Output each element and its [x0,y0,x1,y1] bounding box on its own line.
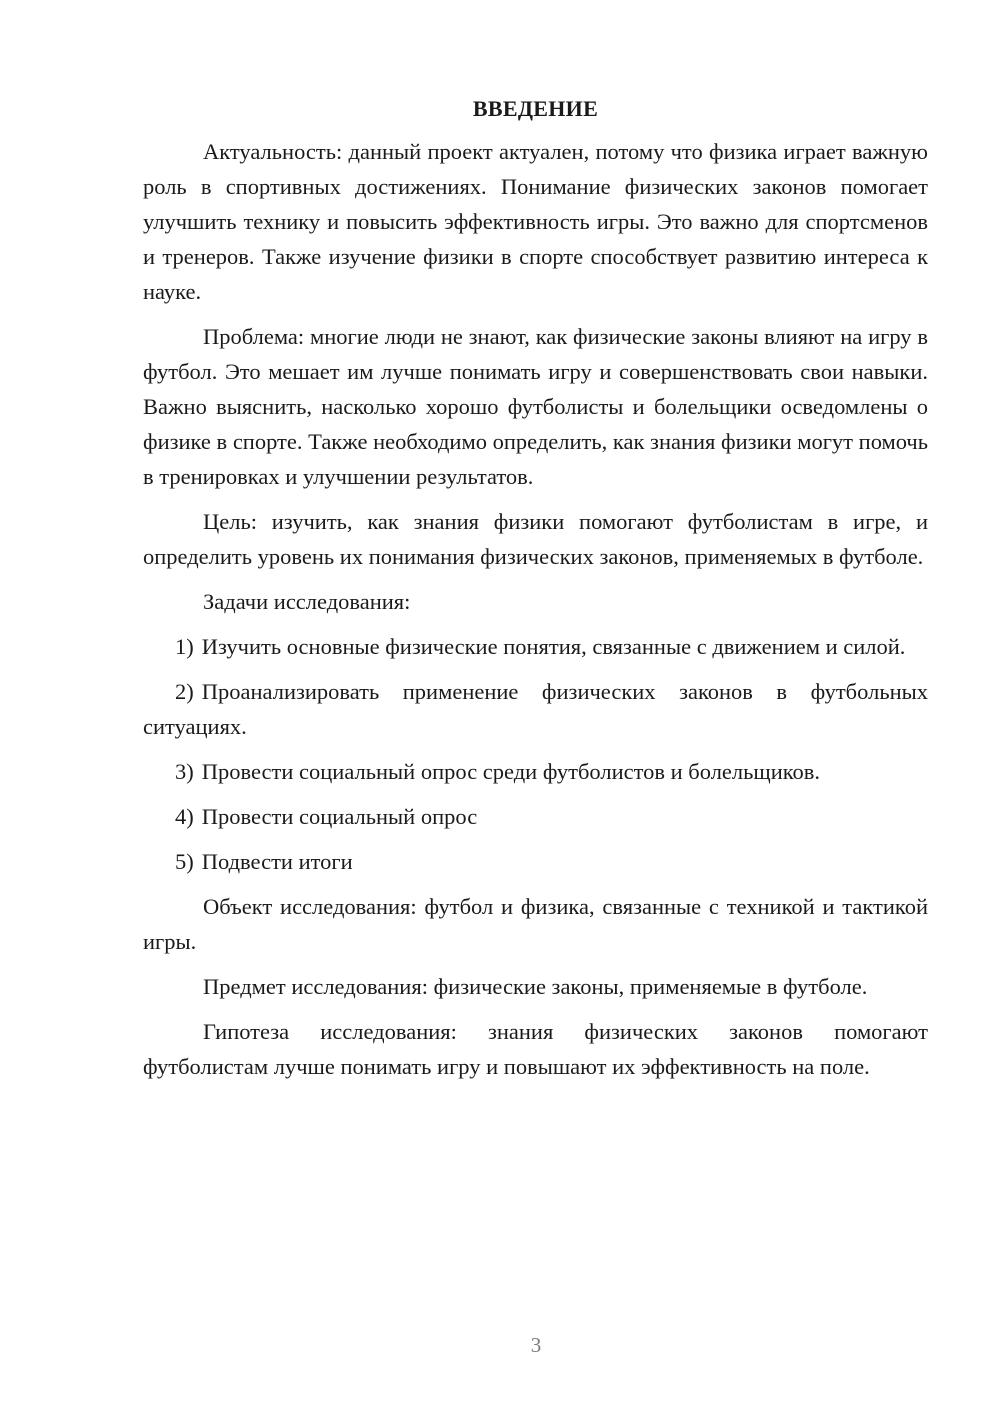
task-number: 3) [175,759,194,784]
object-paragraph: Объект исследования: футбол и физика, связанные с техникой и тактикой игры. [143,894,928,954]
task-item [143,844,928,879]
tasks-list [143,629,928,879]
task-item [143,629,928,664]
task-item [143,754,928,789]
page-number: 3 [530,1333,542,1357]
task-text: Провести социальный опрос среди футболистов и болельщиков. [201,759,821,784]
task-item [143,674,928,744]
task-text: Подвести итоги [201,849,353,874]
subject-paragraph: Предмет исследования: физические законы, применяемые в футболе. [203,974,868,999]
page-title: ВВЕДЕНИЕ [472,96,599,121]
goal-paragraph: Цель: изучить, как знания физики помогают футболистам в игре, и определить уровень их понимания физических законов, применяемых в футболе. [143,509,928,569]
relevance-paragraph: Актуальность: данный проект актуален, потому что физика играет важную роль в спортивных достижениях. Понимание физических законов помогает улучшить технику и повысить эффективность игры. Это важно для спортсменов и тренеров. Также изучение физики в спорте способствует развитию интереса к науке. [143,139,928,304]
task-text: Проанализировать применение физических законов в футбольных ситуациях. [143,679,928,739]
task-number: 2) [175,679,194,704]
problem-paragraph: Проблема: многие люди не знают, как физические законы влияют на игру в футбол. Это мешает им лучше понимать игру и совершенствовать свои навыки. Важно выяснить, насколько хорошо футболисты и болельщики осведомлены о физике в спорте. Также необходимо определить, как знания физики могут помочь в тренировках и улучшении результатов. [143,324,928,489]
task-item [143,799,928,834]
task-number: 1) [175,634,194,659]
task-text: Изучить основные физические понятия, связанные с движением и силой. [201,634,906,659]
task-number: 4) [175,804,194,829]
tasks-heading: Задачи исследования: [203,589,411,614]
task-number: 5) [175,849,194,874]
page-content [143,92,928,1094]
hypothesis-paragraph: Гипотеза исследования: знания физических законов помогают футболистам лучше понимать игру и повышают их эффективность на поле. [143,1019,928,1079]
task-text: Провести социальный опрос [201,804,478,829]
